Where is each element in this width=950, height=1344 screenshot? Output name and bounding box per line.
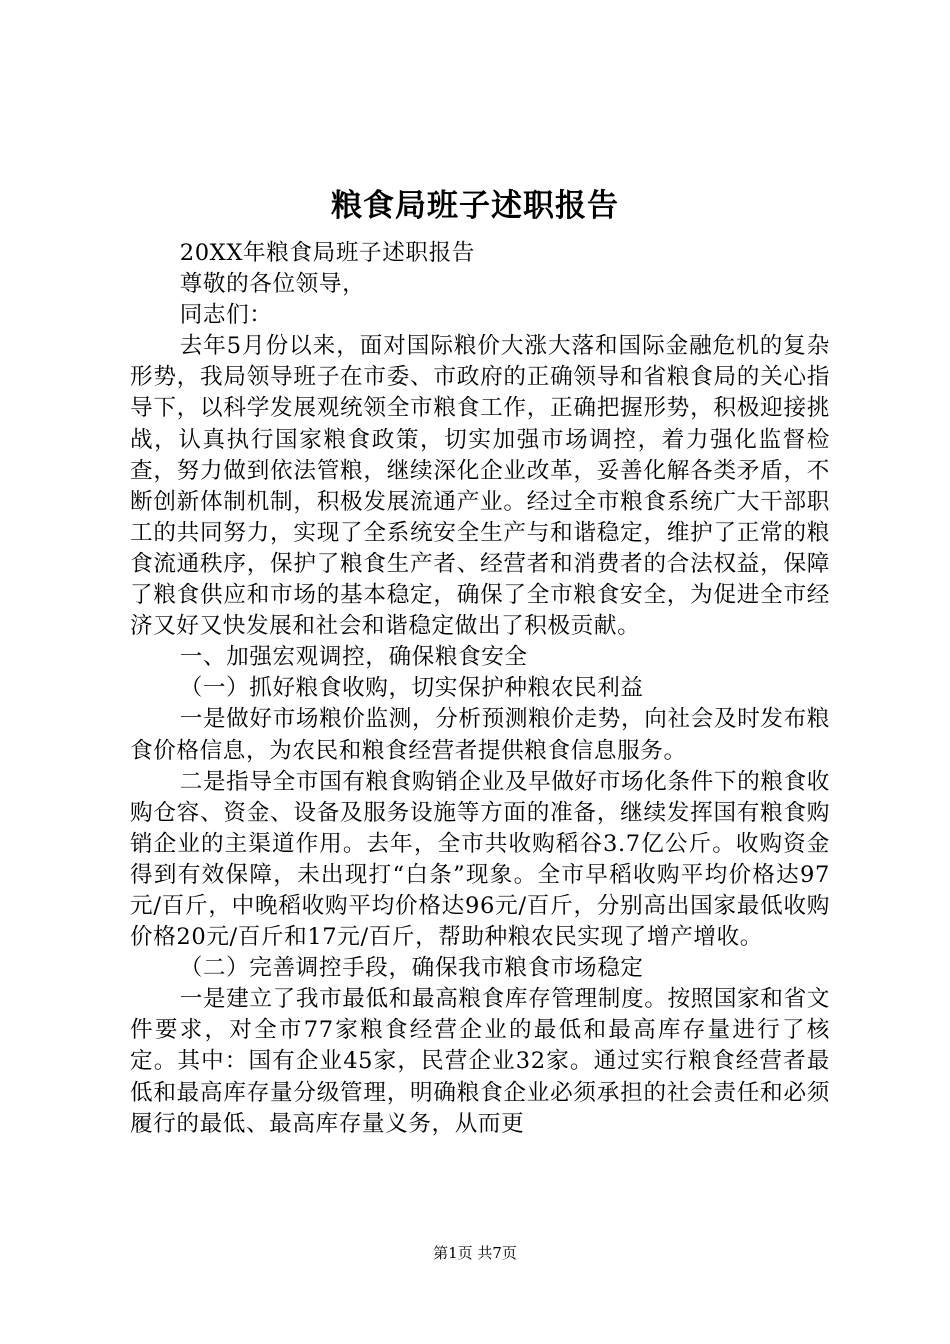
subsection-heading: （一）抓好粮食收购，切实保护种粮农民利益 — [179, 675, 644, 702]
salutation-line: 尊敬的各位领导， — [179, 271, 366, 298]
document-body — [130, 238, 830, 1140]
body-paragraph: 去年5月份以来，面对国际粮价大涨大落和国际金融危机的复杂形势，我局领导班子在市委、市政府的正确领导和省粮食局的关心指导下，以科学发展观统领全市粮食工作，正确把握形势，积极迎接挑战，认真执行国家粮食政策，切实加强市场调控，着力强化监督检查，努力做到依法管粮，继续深化企业改革，妥善化解各类矛盾，不断创新体制机制，积极发展流通产业。经过全市粮食系统广大干部职工的共同努力，实现了全系统安全生产与和谐稳定，维护了正常的粮食流通秩序，保护了粮食生产者、经营者和消费者的合法权益，保障了粮食供应和市场的基本稳定，确保了全市粮食安全，为促进全市经济又好又快发展和社会和谐稳定做出了积极贡献。 — [130, 333, 830, 640]
subtitle-line: 20XX年粮食局班子述职报告 — [179, 240, 475, 266]
page-number: 第1页 共7页 — [433, 1244, 517, 1262]
document-title: 粮食局班子述职报告 — [331, 188, 619, 224]
body-paragraph: 一是做好市场粮价监测，分析预测粮价走势，向社会及时发布粮食价格信息，为农民和粮食经营者提供粮食信息服务。 — [130, 706, 830, 764]
section-heading: 一、加强宏观调控，确保粮食安全 — [179, 644, 528, 671]
salutation-line: 同志们： — [179, 302, 273, 329]
body-paragraph: 二是指导全市国有粮食购销企业及早做好市场化条件下的粮食收购仓容、资金、设备及服务设施等方面的准备，继续发挥国有粮食购销企业的主渠道作用。去年，全市共收购稻谷3.7亿公斤。收购资金得到有效保障，未出现打“白条”现象。全市早稻收购平均价格达97元/百斤，中晚稻收购平均价格达96元/百斤，分别高出国家最低收购价格20元/百斤和17元/百斤，帮助种粮农民实现了增产增收。 — [130, 768, 830, 951]
body-paragraph: 一是建立了我市最低和最高粮食库存管理制度。按照国家和省文件要求，对全市77家粮食经营企业的最低和最高库存量进行了核定。其中：国有企业45家，民营企业32家。通过实行粮食经营者最低和最高库存量分级管理，明确粮食企业必须承担的社会责任和必须履行的最低、最高库存量义务，从而更 — [130, 986, 830, 1137]
subsection-heading: （二）完善调控手段，确保我市粮食市场稳定 — [179, 955, 644, 982]
